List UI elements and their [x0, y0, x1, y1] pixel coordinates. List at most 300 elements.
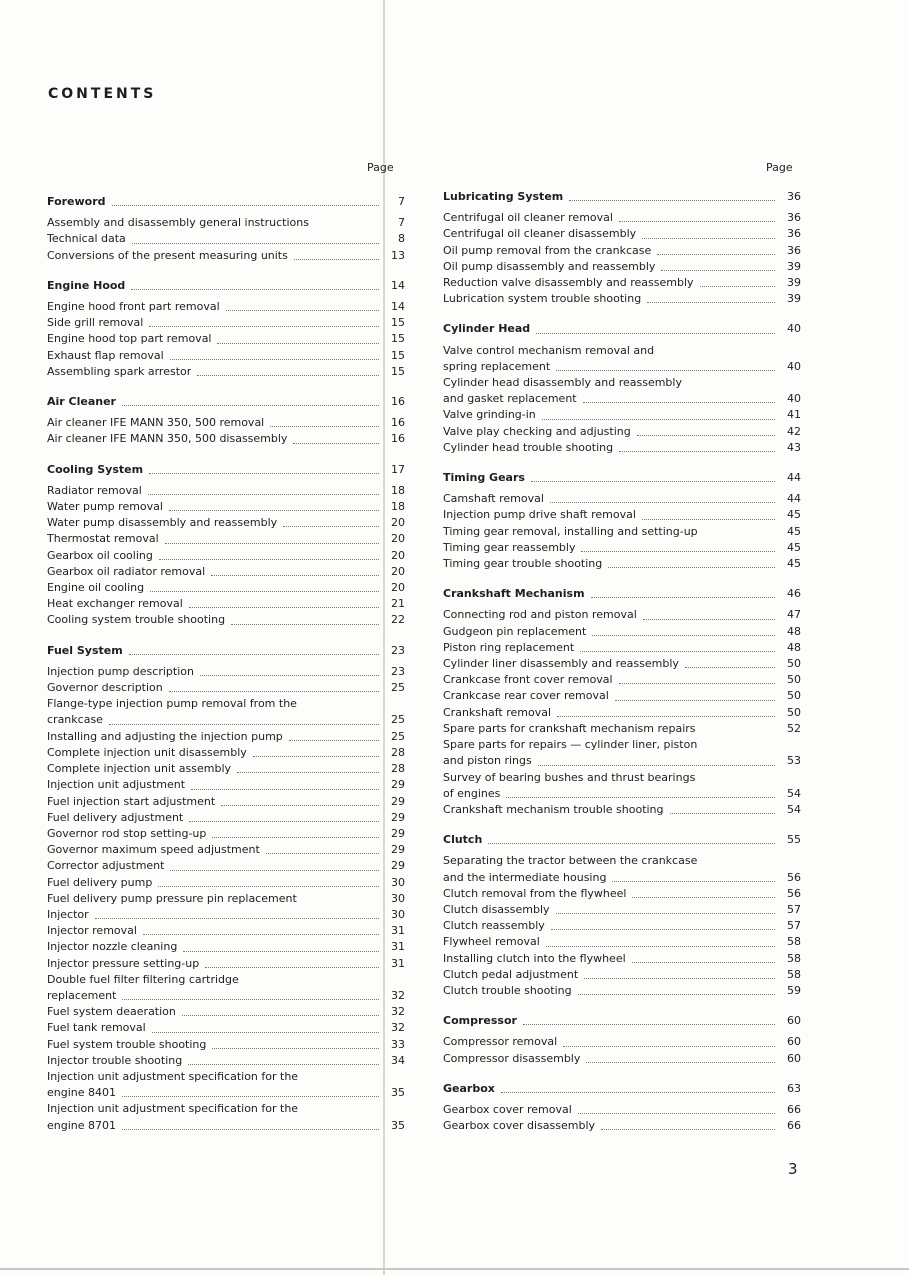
dot-leader [148, 494, 379, 495]
entry-title: Flywheel removal [443, 935, 540, 949]
toc-entry [47, 564, 405, 580]
page-ref: 33 [391, 1037, 405, 1051]
dot-leader [578, 1113, 775, 1114]
entry-title: Fuel injection start adjustment [47, 794, 216, 808]
page-ref: 56 [787, 886, 801, 900]
dot-leader [556, 370, 775, 371]
page-ref: 23 [391, 643, 405, 657]
entry-title: Heat exchanger removal [47, 597, 183, 611]
page-ref: 63 [787, 1081, 801, 1095]
toc-entry [443, 391, 801, 407]
entry-title: Fuel system deaeration [47, 1005, 176, 1019]
dot-leader [170, 359, 379, 360]
toc-entry [443, 607, 801, 623]
entry-title: Governor description [47, 681, 163, 695]
entry-title: Fuel delivery adjustment [47, 810, 184, 824]
entry-title: spring replacement [443, 359, 551, 373]
page-ref: 39 [787, 292, 801, 306]
page-ref: 59 [787, 983, 801, 997]
dot-leader [149, 326, 379, 327]
entry-title: Cylinder liner disassembly and reassembly [443, 657, 679, 671]
toc-entry [443, 672, 801, 688]
entry-title: Injector trouble shooting [47, 1053, 183, 1067]
toc-entry [47, 810, 405, 826]
page-ref: 36 [787, 190, 801, 203]
entry-title: Reduction valve disassembly and reassembly [443, 276, 694, 290]
entry-title: Timing gear trouble shooting [443, 557, 603, 571]
page-ref: 43 [787, 440, 801, 454]
toc-entry [443, 243, 801, 259]
entry-title: Piston ring replacement [443, 640, 575, 654]
page-ref: 15 [391, 364, 405, 378]
section-heading [443, 832, 801, 848]
entry-title: Fuel tank removal [47, 1021, 146, 1035]
entry-title: Separating the tractor between the crankcase [443, 854, 698, 868]
toc-entry [47, 315, 405, 331]
dot-leader [542, 419, 775, 420]
page-ref: 35 [391, 1118, 405, 1132]
page-ref: 25 [391, 713, 405, 727]
page-ref: 18 [391, 483, 405, 497]
toc-entry [47, 1037, 405, 1053]
page-ref: 28 [391, 762, 405, 776]
dot-leader [578, 994, 775, 995]
page-ref: 29 [391, 826, 405, 840]
entry-title: Engine oil cooling [47, 581, 145, 595]
toc-entry [47, 907, 405, 923]
entry-title: Valve play checking and adjusting [443, 424, 631, 438]
toc-section [47, 278, 405, 380]
entry-title: Gudgeon pin replacement [443, 624, 587, 638]
left-page-header: Page [367, 161, 394, 174]
toc-entry [47, 231, 405, 247]
toc-entry [443, 770, 801, 786]
page-ref: 34 [391, 1053, 405, 1067]
toc-entry [47, 826, 405, 842]
page-ref: 16 [391, 432, 405, 446]
toc-entry [443, 1118, 801, 1134]
page-ref: 14 [391, 300, 405, 314]
section-title: Foreword [47, 195, 106, 208]
page-ref: 31 [391, 940, 405, 954]
entry-title: Oil pump disassembly and reassembly [443, 259, 656, 273]
entry-title: Corrector adjustment [47, 859, 165, 873]
entry-title: crankcase [47, 713, 103, 727]
dot-leader [536, 333, 775, 334]
entry-title: Gearbox oil cooling [47, 548, 153, 562]
dot-leader [189, 821, 379, 822]
right-page-header: Page [766, 161, 793, 174]
dot-leader [183, 951, 379, 952]
entry-title: Injection pump drive shaft removal [443, 508, 636, 522]
page-ref: 29 [391, 859, 405, 873]
dot-leader [523, 1024, 775, 1025]
entry-title: Cylinder head trouble shooting [443, 440, 614, 454]
entry-title: Timing gear removal, installing and setting-up [443, 524, 698, 538]
dot-leader [550, 502, 775, 503]
dot-leader [200, 675, 379, 676]
entry-title: Complete injection unit assembly [47, 762, 232, 776]
toc-entry [443, 210, 801, 226]
dot-leader [95, 918, 379, 919]
toc-entry [443, 424, 801, 440]
entry-title: Cylinder head disassembly and reassembly [443, 376, 682, 390]
page-ref: 30 [391, 875, 405, 889]
toc-entry [47, 891, 405, 907]
dot-leader [592, 635, 775, 636]
toc-entry [443, 375, 801, 391]
section-title: Cooling System [47, 462, 144, 476]
entry-title: Crankshaft removal [443, 705, 552, 719]
toc-entry [47, 331, 405, 347]
section-heading [47, 194, 405, 210]
dot-leader [159, 559, 379, 560]
page-ref: 16 [391, 395, 405, 409]
entry-title: Oil pump removal from the crankcase [443, 243, 652, 257]
toc-entry [443, 507, 801, 523]
toc-entry [47, 1101, 405, 1117]
page-ref: 48 [787, 624, 801, 638]
dot-leader [637, 435, 775, 436]
dot-leader [647, 302, 775, 303]
toc-entry [443, 688, 801, 704]
section-title: Engine Hood [47, 278, 126, 292]
entry-title: Compressor removal [443, 1035, 558, 1049]
toc-section [443, 1013, 801, 1067]
dot-leader [642, 238, 775, 239]
toc-entry [47, 1053, 405, 1069]
page-ref: 7 [398, 195, 405, 208]
entry-title: Injection unit adjustment specification for the [47, 1102, 299, 1116]
dot-leader [581, 551, 775, 552]
toc-entry [47, 680, 405, 696]
entry-title: Clutch removal from the flywheel [443, 886, 627, 900]
page-ref: 45 [787, 524, 801, 538]
page-ref: 20 [391, 532, 405, 546]
entry-title: Air cleaner IFE MANN 350, 500 removal [47, 416, 265, 430]
dot-leader [212, 1048, 379, 1049]
page-ref: 47 [787, 608, 801, 622]
page-ref: 28 [391, 745, 405, 759]
toc-entry [443, 291, 801, 307]
toc-entry [47, 972, 405, 988]
toc-entry [47, 842, 405, 858]
section-heading [443, 1013, 801, 1029]
entry-title: Injection pump description [47, 664, 194, 678]
toc-entry [47, 939, 405, 955]
entry-title: Governor rod stop setting-up [47, 826, 207, 840]
entry-title: Conversions of the present measuring units [47, 248, 288, 262]
toc-entry [47, 1020, 405, 1036]
dot-leader [661, 270, 775, 271]
section-title: Cylinder Head [443, 322, 531, 336]
entry-title: Water pump removal [47, 500, 163, 514]
page-ref: 60 [787, 1014, 801, 1028]
toc-entry [47, 215, 405, 231]
dot-leader [546, 946, 775, 947]
page-ref: 36 [787, 211, 801, 225]
page-ref: 14 [391, 278, 405, 292]
page-ref: 25 [391, 729, 405, 743]
toc-entry [47, 923, 405, 939]
toc-entry [443, 721, 801, 737]
dot-leader [122, 999, 379, 1000]
entry-title: Assembly and disassembly general instructions [47, 216, 309, 230]
page-ref: 32 [391, 1021, 405, 1035]
page-ref: 32 [391, 1005, 405, 1019]
page-ref: 7 [398, 216, 405, 230]
entry-title: Clutch disassembly [443, 902, 550, 916]
toc-entry [443, 407, 801, 423]
dot-leader [191, 789, 379, 790]
dot-leader [619, 221, 775, 222]
toc-entry [47, 299, 405, 315]
toc-entry [443, 624, 801, 640]
page-ref: 52 [787, 721, 801, 735]
page-ref: 41 [787, 408, 801, 422]
toc-entry [47, 415, 405, 431]
dot-leader [217, 343, 379, 344]
toc-entry [443, 359, 801, 375]
section-title: Fuel System [47, 643, 123, 657]
entry-title: Radiator removal [47, 483, 142, 497]
page-ref: 31 [391, 956, 405, 970]
page-ref: 58 [787, 951, 801, 965]
dot-leader [150, 591, 379, 592]
toc-entry [47, 483, 405, 499]
dot-leader [557, 716, 775, 717]
toc-entry [47, 1085, 405, 1101]
entry-title: Air cleaner IFE MANN 350, 500 disassembly [47, 432, 288, 446]
page-ref: 8 [398, 232, 405, 246]
toc-section [443, 832, 801, 999]
section-title: Crankshaft Mechanism [443, 587, 585, 601]
toc-entry [443, 226, 801, 242]
dot-leader [211, 575, 379, 576]
toc-entry [47, 745, 405, 761]
dot-leader [584, 978, 775, 979]
page-ref: 57 [787, 902, 801, 916]
entry-title: Injector pressure setting-up [47, 956, 200, 970]
entry-title: Valve grinding-in [443, 408, 536, 422]
section-title: Compressor [443, 1014, 517, 1028]
page-ref: 53 [787, 754, 801, 768]
entry-title: Side grill removal [47, 316, 144, 330]
dot-leader [612, 881, 775, 882]
page-ref: 42 [787, 424, 801, 438]
entry-title: Valve control mechanism removal and [443, 343, 655, 357]
dot-leader [670, 813, 775, 814]
dot-leader [294, 259, 379, 260]
page-ref: 18 [391, 500, 405, 514]
toc-entry [443, 853, 801, 869]
toc-entry [443, 870, 801, 886]
entry-title: Centrifugal oil cleaner removal [443, 211, 613, 225]
dot-leader [143, 934, 379, 935]
dot-leader [129, 654, 379, 655]
entry-title: Flange-type injection pump removal from the [47, 697, 297, 711]
page-ref: 54 [787, 802, 801, 816]
toc-entry [47, 761, 405, 777]
dot-leader [189, 607, 379, 608]
toc-section [443, 586, 801, 818]
page-ref: 50 [787, 705, 801, 719]
entry-title: Gearbox cover removal [443, 1102, 572, 1116]
entry-title: Installing and adjusting the injection pump [47, 729, 283, 743]
toc-entry [443, 275, 801, 291]
section-heading [47, 462, 405, 478]
entry-title: engine 8401 [47, 1086, 117, 1100]
entry-title: engine 8701 [47, 1118, 117, 1132]
dot-leader [197, 375, 379, 376]
entry-title: Gearbox cover disassembly [443, 1119, 596, 1133]
page-ref: 66 [787, 1102, 801, 1116]
entry-title: Crankcase rear cover removal [443, 689, 609, 703]
dot-leader [289, 740, 379, 741]
toc-section [47, 643, 405, 1134]
entry-title: Fuel delivery pump pressure pin replacement [47, 891, 297, 905]
dot-leader [632, 962, 775, 963]
toc-entry [443, 1102, 801, 1118]
page-ref: 25 [391, 681, 405, 695]
dot-leader [112, 205, 379, 206]
dot-leader [556, 913, 775, 914]
dot-leader [619, 683, 775, 684]
dot-leader [283, 526, 379, 527]
section-heading [47, 643, 405, 659]
entry-title: Engine hood top part removal [47, 332, 212, 346]
dot-leader [538, 765, 775, 766]
section-title: Gearbox [443, 1081, 495, 1095]
toc-section [443, 1081, 801, 1135]
dot-leader [601, 1129, 775, 1130]
toc-section [47, 194, 405, 264]
dot-leader [632, 897, 775, 898]
dot-leader [506, 797, 775, 798]
entry-title: Survey of bearing bushes and thrust bearings [443, 770, 696, 784]
dot-leader [531, 481, 775, 482]
dot-leader [580, 651, 775, 652]
page-ref: 30 [391, 891, 405, 905]
page-ref: 60 [787, 1035, 801, 1049]
page-ref: 44 [787, 492, 801, 506]
dot-leader [212, 837, 379, 838]
entry-title: Centrifugal oil cleaner disassembly [443, 227, 637, 241]
dot-leader [270, 426, 379, 427]
page-ref: 31 [391, 924, 405, 938]
page-ref: 44 [787, 471, 801, 485]
page-ref: 58 [787, 967, 801, 981]
page-ref: 30 [391, 907, 405, 921]
section-title: Timing Gears [443, 471, 525, 485]
entry-title: Crankcase front cover removal [443, 673, 613, 687]
toc-entry [443, 440, 801, 456]
page-ref: 50 [787, 673, 801, 687]
dot-leader [488, 843, 775, 844]
toc-entry [47, 729, 405, 745]
page-ref: 36 [787, 243, 801, 257]
toc-entry [47, 712, 405, 728]
dot-leader [608, 567, 775, 568]
section-heading [443, 189, 801, 205]
page-ref: 15 [391, 332, 405, 346]
section-heading [47, 278, 405, 294]
entry-title: Injection unit adjustment specification for the [47, 1069, 299, 1083]
section-heading [443, 470, 801, 486]
toc-entry [443, 1034, 801, 1050]
page-ref: 29 [391, 794, 405, 808]
dot-leader [583, 402, 775, 403]
toc-entry [443, 524, 801, 540]
toc-entry [47, 794, 405, 810]
toc-entry [443, 886, 801, 902]
toc-entry [47, 548, 405, 564]
toc-entry [47, 988, 405, 1004]
page-ref: 29 [391, 778, 405, 792]
section-heading [47, 394, 405, 410]
dot-leader [122, 405, 379, 406]
dot-leader [149, 473, 379, 474]
toc-section [47, 462, 405, 629]
dot-leader [169, 510, 379, 511]
page-ref: 20 [391, 548, 405, 562]
entry-title: Connecting rod and piston removal [443, 608, 637, 622]
entry-title: Complete injection unit disassembly [47, 745, 247, 759]
page-ref: 29 [391, 843, 405, 857]
toc-entry [443, 640, 801, 656]
page-ref: 32 [391, 988, 405, 1002]
toc-entry [47, 858, 405, 874]
dot-leader [266, 853, 379, 854]
dot-leader [221, 805, 379, 806]
page-ref: 20 [391, 564, 405, 578]
entry-title: and the intermediate housing [443, 870, 607, 884]
toc-entry [443, 656, 801, 672]
page-ref: 40 [787, 392, 801, 406]
page-ref: 13 [391, 248, 405, 262]
toc-entry [47, 875, 405, 891]
page-ref: 16 [391, 416, 405, 430]
toc-entry [443, 967, 801, 983]
page-ref: 40 [787, 359, 801, 373]
entry-title: Compressor disassembly [443, 1051, 581, 1065]
dot-leader [188, 1064, 379, 1065]
page-ref: 46 [787, 587, 801, 601]
page-ref: 45 [787, 540, 801, 554]
page-number: 3 [788, 1160, 798, 1178]
page-ref: 35 [391, 1086, 405, 1100]
dot-leader [165, 543, 379, 544]
dot-leader [591, 597, 775, 598]
toc-entry [47, 531, 405, 547]
toc-entry [443, 1051, 801, 1067]
toc-entry [47, 1118, 405, 1134]
toc-entry [443, 902, 801, 918]
toc-entry [47, 956, 405, 972]
page-ref: 40 [787, 322, 801, 336]
entry-title: Injection unit adjustment [47, 778, 186, 792]
dot-leader [205, 967, 379, 968]
page-ref: 58 [787, 935, 801, 949]
toc-section [443, 189, 801, 307]
dot-leader [253, 756, 379, 757]
page-ref: 55 [787, 833, 801, 847]
section-title: Air Cleaner [47, 395, 116, 409]
dot-leader [132, 243, 379, 244]
toc-entry [443, 737, 801, 753]
toc-entry [47, 696, 405, 712]
entry-title: Injector [47, 907, 89, 921]
